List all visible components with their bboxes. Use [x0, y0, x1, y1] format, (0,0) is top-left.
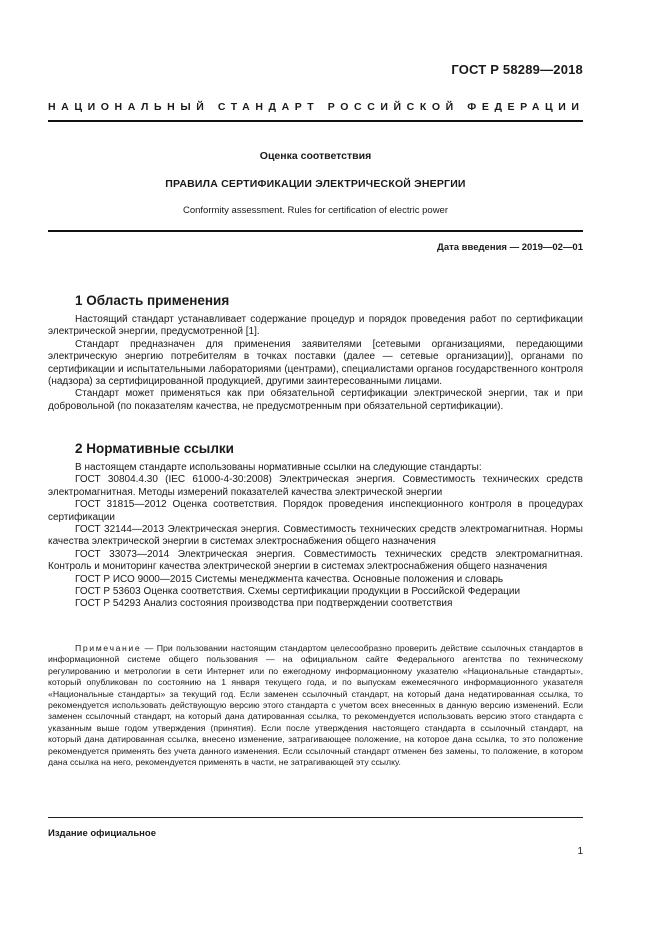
paragraph: Стандарт может применяться как при обязательной сертификации электрической энергии, так и при добровольной (по показателям качества, не предусмотренным при обязательной сертификации).: [48, 388, 583, 412]
reference-item: ГОСТ Р 53603 Оценка соответствия. Схемы сертификации продукции в Российской Федерации: [75, 586, 521, 598]
official-edition-label: Издание официальное: [48, 828, 156, 839]
paragraph: Стандарт предназначен для применения заявителями [сетевыми организациями, передающими электрическую энергию потребителям в точках поставки (далее — сетевые организации)], органами по сертификации и испытательными лабораториями (центрами), специалистами органов государственного контроля (надзора) за сертифицированной продукцией, другими заинтересованными лицами.: [48, 338, 583, 388]
reference-item: ГОСТ Р 54293 Анализ состояния производства при подтверждении соответствия: [75, 598, 453, 610]
reference-item: ГОСТ 31815—2012 Оценка соответствия. Порядок проведения инспекционного контроля в процедурах сертификации: [48, 499, 583, 523]
note-paragraph: [48, 643, 583, 768]
reference-item: ГОСТ 33073—2014 Электрическая энергия. Совместимость технических средств электромагнитная. Контроль и мониторинг качества электрической энергии в системах электроснабжения общего назначения: [48, 548, 583, 573]
title-rule: [48, 230, 583, 232]
document-title: ПРАВИЛА СЕРТИФИКАЦИИ ЭЛЕКТРИЧЕСКОЙ ЭНЕРГИИ: [165, 178, 466, 190]
gost-code: ГОСТ Р 58289—2018: [451, 62, 583, 77]
reference-item: ГОСТ 30804.4.30 (IEC 61000-4-30:2008) Электрическая энергия. Совместимость технических средств электромагнитная. Методы измерений показателей качества электрической энергии: [48, 474, 583, 498]
page-number: 1: [577, 846, 583, 857]
national-standard-banner: НАЦИОНАЛЬНЫЙ СТАНДАРТ РОССИЙСКОЙ ФЕДЕРАЦИИ: [48, 101, 585, 113]
section-heading: 2 Нормативные ссылки: [75, 441, 234, 456]
note-label: Примечание: [75, 643, 142, 653]
section-normative-references: [48, 441, 583, 611]
reference-item: ГОСТ Р ИСО 9000—2015 Системы менеджмента качества. Основные положения и словарь: [75, 573, 504, 585]
reference-item: ГОСТ 32144—2013 Электрическая энергия. Совместимость технических средств электромагнитная. Нормы качества электрической энергии в системах электроснабжения общего назначения: [48, 524, 583, 548]
section-heading: 1 Область применения: [75, 293, 230, 308]
footer-rule: [48, 817, 583, 818]
document-title-english: Conformity assessment. Rules for certification of electric power: [182, 205, 449, 216]
paragraph: В настоящем стандарте использованы нормативные ссылки на следующие стандарты:: [75, 462, 482, 473]
document-subtitle: Оценка соответствия: [259, 150, 372, 162]
introduction-date: Дата введения — 2019—02—01: [437, 242, 583, 253]
section-scope: [48, 293, 583, 413]
note-text: — При пользовании настоящим стандартом целесообразно проверить действие ссылочных стандартов в информационной системе общего пользования — на официальном сайте Федерального агентства по техническому регулированию и метрологии в сети Интернет или по ежегодному информационному указателю «Национальные стандарты», который опубликован по состоянию на 1 января текущего года, и по выпускам ежемесячного информационного указателя «Национальные стандарты» за текущий год. Если заменен ссылочный стандарт, на который дана недатированная ссылка, то рекомендуется использовать действующую версию этого стандарта с учетом всех внесенных в данную версию изменений. Если заменен ссылочный стандарт, на который дана датированная ссылка, то рекомендуется использовать версию этого стандарта с указанным выше годом утверждения (принятия). Если после утверждения настоящего стандарта в ссылочный стандарт, на который дана датированная ссылка, внесено изменение, затрагивающее положение, на которое дана ссылка, то это положение рекомендуется применять без учета данного изменения. Если ссылочный стандарт отменен без замены, то положение, в котором дана ссылка на него, рекомендуется применять в части, не затрагивающей эту ссылку.: [48, 643, 583, 768]
paragraph: Настоящий стандарт устанавливает содержание процедур и порядок проведения работ по сертификации электрической энергии, предусмотренной [1].: [48, 314, 583, 338]
top-rule: [48, 120, 583, 122]
